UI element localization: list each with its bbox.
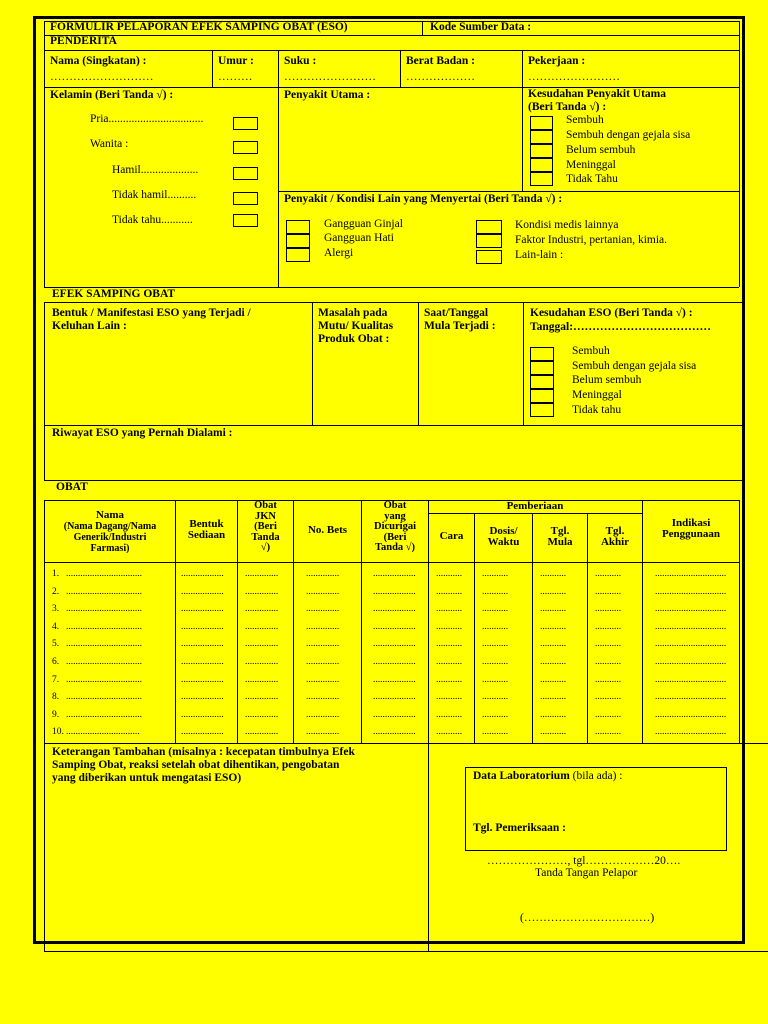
nama-obat-field[interactable]: ................................: [66, 692, 142, 702]
eso-meninggal-checkbox[interactable]: [530, 389, 554, 403]
rule: [44, 50, 739, 51]
nama-obat-field[interactable]: ................................: [66, 587, 142, 597]
obat-field[interactable]: ..................: [181, 710, 224, 720]
obat-field[interactable]: ...........: [482, 727, 509, 737]
kondisi-alergi: Alergi: [324, 247, 354, 259]
rule: [278, 50, 279, 87]
eso-tidak-tahu-checkbox[interactable]: [530, 403, 554, 417]
col-bentuk-header: Bentuk Sediaan: [187, 518, 226, 541]
obat-field[interactable]: ...........: [482, 604, 509, 614]
kelamin-option-tidak-hamil: Tidak hamil..........: [112, 189, 197, 201]
pekerjaan-label: Pekerjaan :: [528, 55, 586, 67]
obat-section-title: OBAT: [56, 481, 88, 493]
obat-field[interactable]: ...........: [436, 622, 463, 632]
obat-field[interactable]: ...........: [436, 710, 463, 720]
tgl-pemeriksaan-label: Tgl. Pemeriksaan :: [473, 822, 566, 834]
row-number: 4.: [52, 622, 60, 632]
kelamin-label: Kelamin (Beri Tanda √) :: [50, 89, 174, 101]
obat-field[interactable]: ...........: [436, 657, 463, 667]
row-number: 2.: [52, 587, 60, 597]
obat-field[interactable]: ...........: [436, 604, 463, 614]
masalah-mutu-label-1: Masalah pada: [318, 307, 388, 319]
rule: [44, 951, 768, 952]
obat-field[interactable]: ..............: [306, 639, 340, 649]
obat-field[interactable]: ...........: [482, 692, 509, 702]
masalah-mutu-label-3: Produk Obat :: [318, 333, 390, 345]
col-bets-header: No. Bets: [307, 524, 348, 536]
obat-field[interactable]: ...........: [540, 727, 567, 737]
obat-field[interactable]: ...........: [482, 569, 509, 579]
row-number: 9.: [52, 710, 60, 720]
umur-input[interactable]: ………: [218, 71, 253, 83]
obat-field[interactable]: ...........: [540, 657, 567, 667]
obat-field[interactable]: ...........: [540, 587, 567, 597]
obat-field[interactable]: ..................: [373, 657, 416, 667]
rule: [418, 302, 419, 425]
obat-field[interactable]: ..............................: [655, 692, 727, 702]
nama-obat-field[interactable]: ................................: [66, 604, 142, 614]
obat-field[interactable]: ...........: [595, 657, 622, 667]
col-dosis-header: Dosis/ Waktu: [487, 525, 520, 548]
obat-field[interactable]: ..................: [181, 657, 224, 667]
kondisi-gangguan-hati: Gangguan Hati: [324, 232, 394, 244]
eso-sembuh-checkbox[interactable]: [530, 347, 554, 361]
nama-obat-field[interactable]: ................................: [66, 639, 142, 649]
obat-field[interactable]: ..............................: [655, 604, 727, 614]
obat-field[interactable]: ..................: [373, 692, 416, 702]
nama-obat-field[interactable]: ................................: [66, 675, 142, 685]
rule: [312, 302, 313, 425]
eso-belum-sembuh-checkbox[interactable]: [530, 375, 554, 389]
obat-field[interactable]: ...........: [595, 675, 622, 685]
kesudahan-sembuh-gejala-checkbox[interactable]: [530, 130, 553, 144]
obat-field[interactable]: ..............: [306, 657, 340, 667]
obat-field[interactable]: ..............: [306, 710, 340, 720]
tanda-tangan-label: Tanda Tangan Pelapor: [535, 867, 638, 879]
hamil-checkbox[interactable]: [233, 167, 258, 180]
kesudahan-option-tidak-tahu: Tidak Tahu: [566, 173, 618, 185]
rule: [44, 35, 739, 36]
obat-field[interactable]: ..............: [306, 692, 340, 702]
nama-obat-field[interactable]: ................................: [66, 710, 142, 720]
lain-lain-checkbox[interactable]: [476, 250, 502, 264]
nama-obat-field[interactable]: ................................: [66, 657, 142, 667]
obat-field[interactable]: ..............................: [655, 727, 727, 737]
rule: [44, 302, 45, 480]
rule: [293, 500, 294, 743]
data-laboratorium-label: Data Laboratorium (bila ada) :: [473, 770, 623, 782]
obat-field[interactable]: ..............................: [655, 657, 727, 667]
pria-checkbox[interactable]: [233, 117, 258, 130]
obat-field[interactable]: ..................: [373, 587, 416, 597]
obat-field[interactable]: ...........: [595, 692, 622, 702]
obat-field[interactable]: ...........: [482, 639, 509, 649]
rule: [44, 302, 743, 303]
keterangan-tambahan-label: Keterangan Tambahan (misalnya : kecepatan timbulnya Efek Samping Obat, reaksi setelah obat dihentikan, pengobatan yang diberikan untuk mengatasi ESO): [52, 746, 355, 784]
pekerjaan-input[interactable]: ……………………: [528, 71, 620, 83]
obat-field[interactable]: ...........: [595, 587, 622, 597]
obat-field[interactable]: ..............: [245, 587, 279, 597]
col-dicurigai-header: Obat yang Dicurigai (Beri Tanda √): [374, 500, 416, 553]
suku-label: Suku :: [284, 55, 317, 67]
col-tgl-akhir-header: Tgl. Akhir: [600, 525, 630, 548]
obat-field[interactable]: ..................: [373, 569, 416, 579]
row-number: 3.: [52, 604, 60, 614]
obat-field[interactable]: ..............................: [655, 587, 727, 597]
col-nama-header: Nama (Nama Dagang/Nama Generik/Industri Farmasi): [63, 509, 157, 554]
kondisi-medis-lainnya: Kondisi medis lainnya: [515, 219, 619, 231]
row-number: 10.: [52, 727, 64, 737]
kesudahan-option-sembuh: Sembuh: [566, 114, 604, 126]
obat-field[interactable]: ...........: [482, 622, 509, 632]
obat-field[interactable]: ..............................: [655, 639, 727, 649]
berat-badan-label: Berat Badan :: [406, 55, 475, 67]
kondisi-gangguan-ginjal: Gangguan Ginjal: [324, 218, 403, 230]
obat-field[interactable]: ..............: [245, 569, 279, 579]
alergi-checkbox[interactable]: [286, 248, 310, 262]
eso-option-meninggal: Meninggal: [572, 389, 622, 401]
obat-field[interactable]: ..................: [373, 727, 416, 737]
row-number: 6.: [52, 657, 60, 667]
obat-field[interactable]: ...........: [436, 675, 463, 685]
obat-field[interactable]: ...........: [595, 622, 622, 632]
obat-field[interactable]: ..................: [373, 622, 416, 632]
col-tgl-mula-header: Tgl. Mula: [547, 525, 573, 548]
rule: [422, 21, 423, 35]
obat-field[interactable]: ..............: [245, 727, 279, 737]
kesudahan-option-meninggal: Meninggal: [566, 159, 616, 171]
obat-field[interactable]: ...........: [540, 710, 567, 720]
saat-tanggal-label: Saat/Tanggal: [424, 307, 489, 319]
wanita-checkbox[interactable]: [233, 141, 258, 154]
obat-field[interactable]: ..............: [306, 587, 340, 597]
obat-field[interactable]: ..............: [245, 604, 279, 614]
rule: [44, 743, 768, 744]
row-number: 5.: [52, 639, 60, 649]
kesudahan-option-belum-sembuh: Belum sembuh: [566, 144, 636, 156]
berat-badan-input[interactable]: ………………: [406, 71, 475, 83]
obat-field[interactable]: ..................: [181, 639, 224, 649]
gangguan-ginjal-checkbox[interactable]: [286, 220, 310, 234]
rule: [522, 87, 523, 191]
rule: [44, 562, 739, 563]
obat-field[interactable]: ...........: [540, 692, 567, 702]
rule: [278, 87, 279, 287]
rule: [44, 480, 743, 481]
eso-option-tidak-tahu: Tidak tahu: [572, 404, 622, 416]
obat-field[interactable]: ..................: [373, 604, 416, 614]
rule: [44, 425, 743, 426]
manifestasi-label: Bentuk / Manifestasi ESO yang Terjadi /: [52, 307, 251, 319]
suku-input[interactable]: ……………………: [284, 71, 376, 83]
obat-field[interactable]: ..................: [181, 604, 224, 614]
row-number: 8.: [52, 692, 60, 702]
masalah-mutu-label-2: Mutu/ Kualitas: [318, 320, 394, 332]
obat-field[interactable]: ...........: [436, 587, 463, 597]
row-number: 7.: [52, 675, 60, 685]
kelamin-option-wanita: Wanita :: [90, 138, 129, 150]
eso-sembuh-gejala-checkbox[interactable]: [530, 361, 554, 375]
obat-field[interactable]: ..............: [306, 569, 340, 579]
kondisi-faktor-industri: Faktor Industri, pertanian, kimia.: [515, 234, 668, 246]
col-jkn-header: Obat JKN (Beri Tanda √): [251, 500, 280, 553]
mula-terjadi-label: Mula Terjadi :: [424, 320, 496, 332]
kode-sumber-data-label: Kode Sumber Data :: [430, 21, 532, 33]
obat-field[interactable]: ..............: [306, 675, 340, 685]
kesudahan-eso-label: Kesudahan ESO (Beri Tanda √) :: [530, 307, 693, 319]
rule: [523, 302, 524, 425]
obat-field[interactable]: ...........: [540, 604, 567, 614]
rule: [739, 500, 740, 743]
tidak-tahu-checkbox[interactable]: [233, 214, 258, 227]
obat-field[interactable]: ..................: [181, 675, 224, 685]
kelamin-option-hamil: Hamil....................: [112, 164, 199, 176]
col-pemberian-header: Pemberiaan: [506, 500, 564, 512]
tempat-tanggal[interactable]: …………………, tgl………………20….: [487, 855, 681, 867]
kesudahan-penyakit-tanda: (Beri Tanda √) :: [528, 101, 607, 113]
col-indikasi-header: Indikasi Penggunaan: [661, 517, 721, 540]
row-number: 1.: [52, 569, 60, 579]
obat-field[interactable]: ...........: [540, 675, 567, 685]
eso-option-sembuh-gejala: Sembuh dengan gejala sisa: [572, 360, 697, 372]
nama-obat-field[interactable]: ................................: [66, 622, 142, 632]
rule: [400, 50, 401, 87]
obat-field[interactable]: ..............: [306, 622, 340, 632]
kesudahan-tidak-tahu-checkbox[interactable]: [530, 172, 553, 186]
obat-field[interactable]: ..............: [245, 675, 279, 685]
rule: [44, 500, 45, 952]
obat-field[interactable]: ..................: [181, 727, 224, 737]
obat-field[interactable]: ..............: [245, 710, 279, 720]
obat-field[interactable]: ...........: [595, 727, 622, 737]
obat-field[interactable]: ..................: [181, 587, 224, 597]
obat-field[interactable]: ..............: [245, 622, 279, 632]
keluhan-lain-label: Keluhan Lain :: [52, 320, 127, 332]
rule: [278, 191, 739, 192]
kesudahan-penyakit-label: Kesudahan Penyakit Utama: [528, 88, 667, 100]
eso-option-sembuh: Sembuh: [572, 345, 610, 357]
obat-field[interactable]: ..................: [181, 622, 224, 632]
obat-field[interactable]: ...........: [595, 604, 622, 614]
obat-field[interactable]: ...........: [436, 727, 463, 737]
obat-field[interactable]: ..............: [306, 604, 340, 614]
obat-field[interactable]: ...........: [436, 639, 463, 649]
penderita-section-title: PENDERITA: [50, 35, 117, 47]
obat-field[interactable]: ..................: [373, 639, 416, 649]
nama-obat-field[interactable]: ................................: [66, 569, 142, 579]
nama-label: Nama (Singkatan) :: [50, 55, 147, 67]
obat-field[interactable]: ..................: [181, 692, 224, 702]
obat-field[interactable]: ...........: [482, 657, 509, 667]
kelamin-option-pria: Pria.................................: [90, 113, 204, 125]
kesudahan-belum-sembuh-checkbox[interactable]: [530, 144, 553, 158]
kelamin-option-tidak-tahu: Tidak tahu...........: [112, 214, 193, 226]
obat-field[interactable]: ...........: [436, 569, 463, 579]
obat-field[interactable]: ...........: [482, 675, 509, 685]
obat-field[interactable]: ..............................: [655, 569, 727, 579]
gangguan-hati-checkbox[interactable]: [286, 234, 310, 248]
rule: [522, 50, 523, 87]
riwayat-eso-label: Riwayat ESO yang Pernah Dialami :: [52, 427, 233, 439]
rule: [212, 50, 213, 87]
rule: [428, 513, 642, 514]
obat-field[interactable]: ...........: [540, 622, 567, 632]
umur-label: Umur :: [218, 55, 254, 67]
obat-field[interactable]: ..............................: [655, 710, 727, 720]
obat-field[interactable]: ..................: [181, 569, 224, 579]
obat-field[interactable]: ..............: [245, 692, 279, 702]
obat-field[interactable]: ...........: [595, 639, 622, 649]
col-cara-header: Cara: [439, 530, 464, 542]
eso-section-title: EFEK SAMPING OBAT: [52, 288, 176, 300]
obat-field[interactable]: ...........: [482, 587, 509, 597]
obat-field[interactable]: ...........: [482, 710, 509, 720]
tidak-hamil-checkbox[interactable]: [233, 192, 258, 205]
kondisi-lain-lain: Lain-lain :: [515, 249, 564, 261]
kesudahan-sembuh-checkbox[interactable]: [530, 116, 553, 130]
form-title: FORMULIR PELAPORAN EFEK SAMPING OBAT (ESO): [50, 21, 348, 33]
obat-field[interactable]: ..............: [245, 639, 279, 649]
obat-field[interactable]: ...........: [436, 692, 463, 702]
tanda-tangan-nama[interactable]: (……………………………): [520, 912, 655, 924]
kondisi-medis-lain-checkbox[interactable]: [476, 220, 502, 234]
obat-field[interactable]: ..............: [306, 727, 340, 737]
obat-field[interactable]: ..................: [373, 710, 416, 720]
tanggal-kesudahan[interactable]: Tanggal:………………………………: [530, 321, 712, 333]
faktor-industri-checkbox[interactable]: [476, 234, 502, 248]
obat-field[interactable]: ..............................: [655, 622, 727, 632]
obat-field[interactable]: ...........: [540, 639, 567, 649]
rule: [739, 21, 740, 287]
nama-obat-field[interactable]: ...............................: [66, 727, 140, 737]
kesudahan-meninggal-checkbox[interactable]: [530, 158, 553, 172]
kondisi-lain-label: Penyakit / Kondisi Lain yang Menyertai (Beri Tanda √) :: [284, 193, 563, 205]
kesudahan-option-sembuh-gejala: Sembuh dengan gejala sisa: [566, 129, 691, 141]
obat-field[interactable]: ..............: [245, 657, 279, 667]
rule: [742, 302, 743, 480]
obat-field[interactable]: ...........: [595, 710, 622, 720]
obat-field[interactable]: ...........: [595, 569, 622, 579]
obat-field[interactable]: ..............................: [655, 675, 727, 685]
nama-input[interactable]: ………………………: [50, 71, 154, 83]
eso-option-belum-sembuh: Belum sembuh: [572, 374, 642, 386]
obat-field[interactable]: ...........: [540, 569, 567, 579]
rule: [44, 21, 45, 287]
rule: [428, 500, 429, 952]
obat-field[interactable]: ..................: [373, 675, 416, 685]
penyakit-utama-label: Penyakit Utama :: [284, 89, 371, 101]
